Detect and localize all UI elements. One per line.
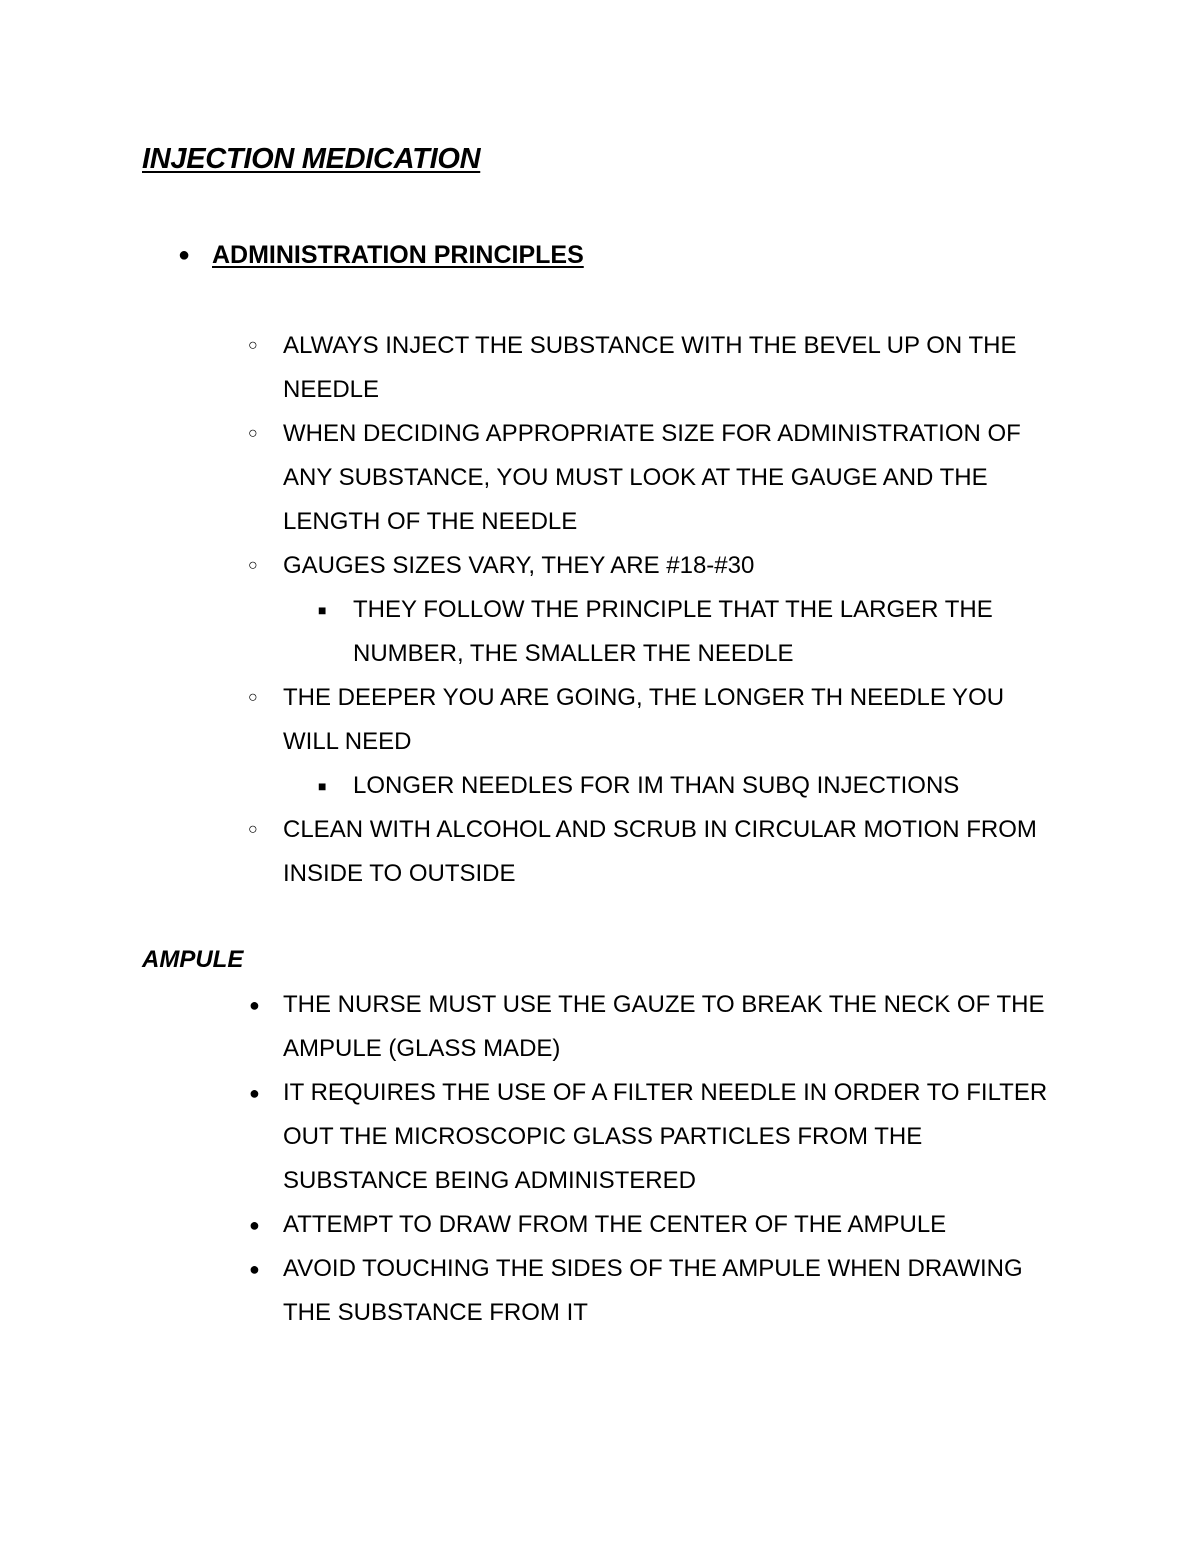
- list-item: [0, 1247, 1063, 1335]
- sub-list-item: [0, 764, 1053, 808]
- list-item-text: WHEN DECIDING APPROPRIATE SIZE FOR ADMINISTRATION OF ANY SUBSTANCE, YOU MUST LOOK AT THE GAUGE AND THE LENGTH OF THE NEEDLE: [283, 420, 1021, 535]
- list-item: [0, 808, 1063, 896]
- hollow-circle-bullet-icon: ○: [248, 337, 258, 354]
- section-heading-administration: [178, 241, 584, 270]
- hollow-circle-bullet-icon: ○: [248, 557, 258, 574]
- list-item-text: LONGER NEEDLES FOR IM THAN SUBQ INJECTIONS: [353, 772, 960, 799]
- filled-bullet-icon: ●: [249, 995, 260, 1015]
- list-item-text: GAUGES SIZES VARY, THEY ARE #18-#30: [283, 552, 755, 579]
- list-item-text: IT REQUIRES THE USE OF A FILTER NEEDLE IN ORDER TO FILTER OUT THE MICROSCOPIC GLASS PARTICLES FROM THE SUBSTANCE BEING ADMINISTERED: [283, 1079, 1048, 1194]
- list-item: [0, 412, 1063, 544]
- hollow-circle-bullet-icon: ○: [248, 425, 258, 442]
- section-heading-ampule: AMPULE: [142, 946, 244, 973]
- filled-bullet-icon: ●: [178, 244, 191, 266]
- list-item-text: THE DEEPER YOU ARE GOING, THE LONGER TH NEEDLE YOU WILL NEED: [283, 684, 1005, 755]
- list-item: [0, 1203, 1063, 1247]
- list-item-text: AVOID TOUCHING THE SIDES OF THE AMPULE WHEN DRAWING THE SUBSTANCE FROM IT: [283, 1255, 1023, 1326]
- hollow-circle-bullet-icon: ○: [248, 689, 258, 706]
- list-item: [0, 544, 1063, 588]
- list-item-text: CLEAN WITH ALCOHOL AND SCRUB IN CIRCULAR MOTION FROM INSIDE TO OUTSIDE: [283, 816, 1037, 887]
- list-item-text: ATTEMPT TO DRAW FROM THE CENTER OF THE AMPULE: [283, 1211, 947, 1238]
- filled-bullet-icon: ●: [249, 1083, 260, 1103]
- list-item: [0, 983, 1063, 1071]
- hollow-circle-bullet-icon: ○: [248, 821, 258, 838]
- list-item: [0, 676, 1063, 764]
- sub-list-item: [0, 588, 1053, 676]
- list-item-text: THEY FOLLOW THE PRINCIPLE THAT THE LARGER THE NUMBER, THE SMALLER THE NEEDLE: [353, 596, 993, 667]
- square-bullet-icon: ■: [318, 602, 327, 618]
- list-item-text: ALWAYS INJECT THE SUBSTANCE WITH THE BEVEL UP ON THE NEEDLE: [283, 332, 1017, 403]
- filled-bullet-icon: ●: [249, 1259, 260, 1279]
- ampule-list: [0, 983, 1200, 1335]
- list-item-text: THE NURSE MUST USE THE GAUZE TO BREAK THE NECK OF THE AMPULE (GLASS MADE): [283, 991, 1045, 1062]
- list-item: [0, 1071, 1063, 1203]
- square-bullet-icon: ■: [318, 778, 327, 794]
- list-item: [0, 324, 1063, 412]
- page-title: INJECTION MEDICATION: [142, 143, 481, 175]
- administration-principles-list: [0, 324, 1200, 896]
- filled-bullet-icon: ●: [249, 1215, 260, 1235]
- section-heading-label: ADMINISTRATION PRINCIPLES: [212, 241, 584, 269]
